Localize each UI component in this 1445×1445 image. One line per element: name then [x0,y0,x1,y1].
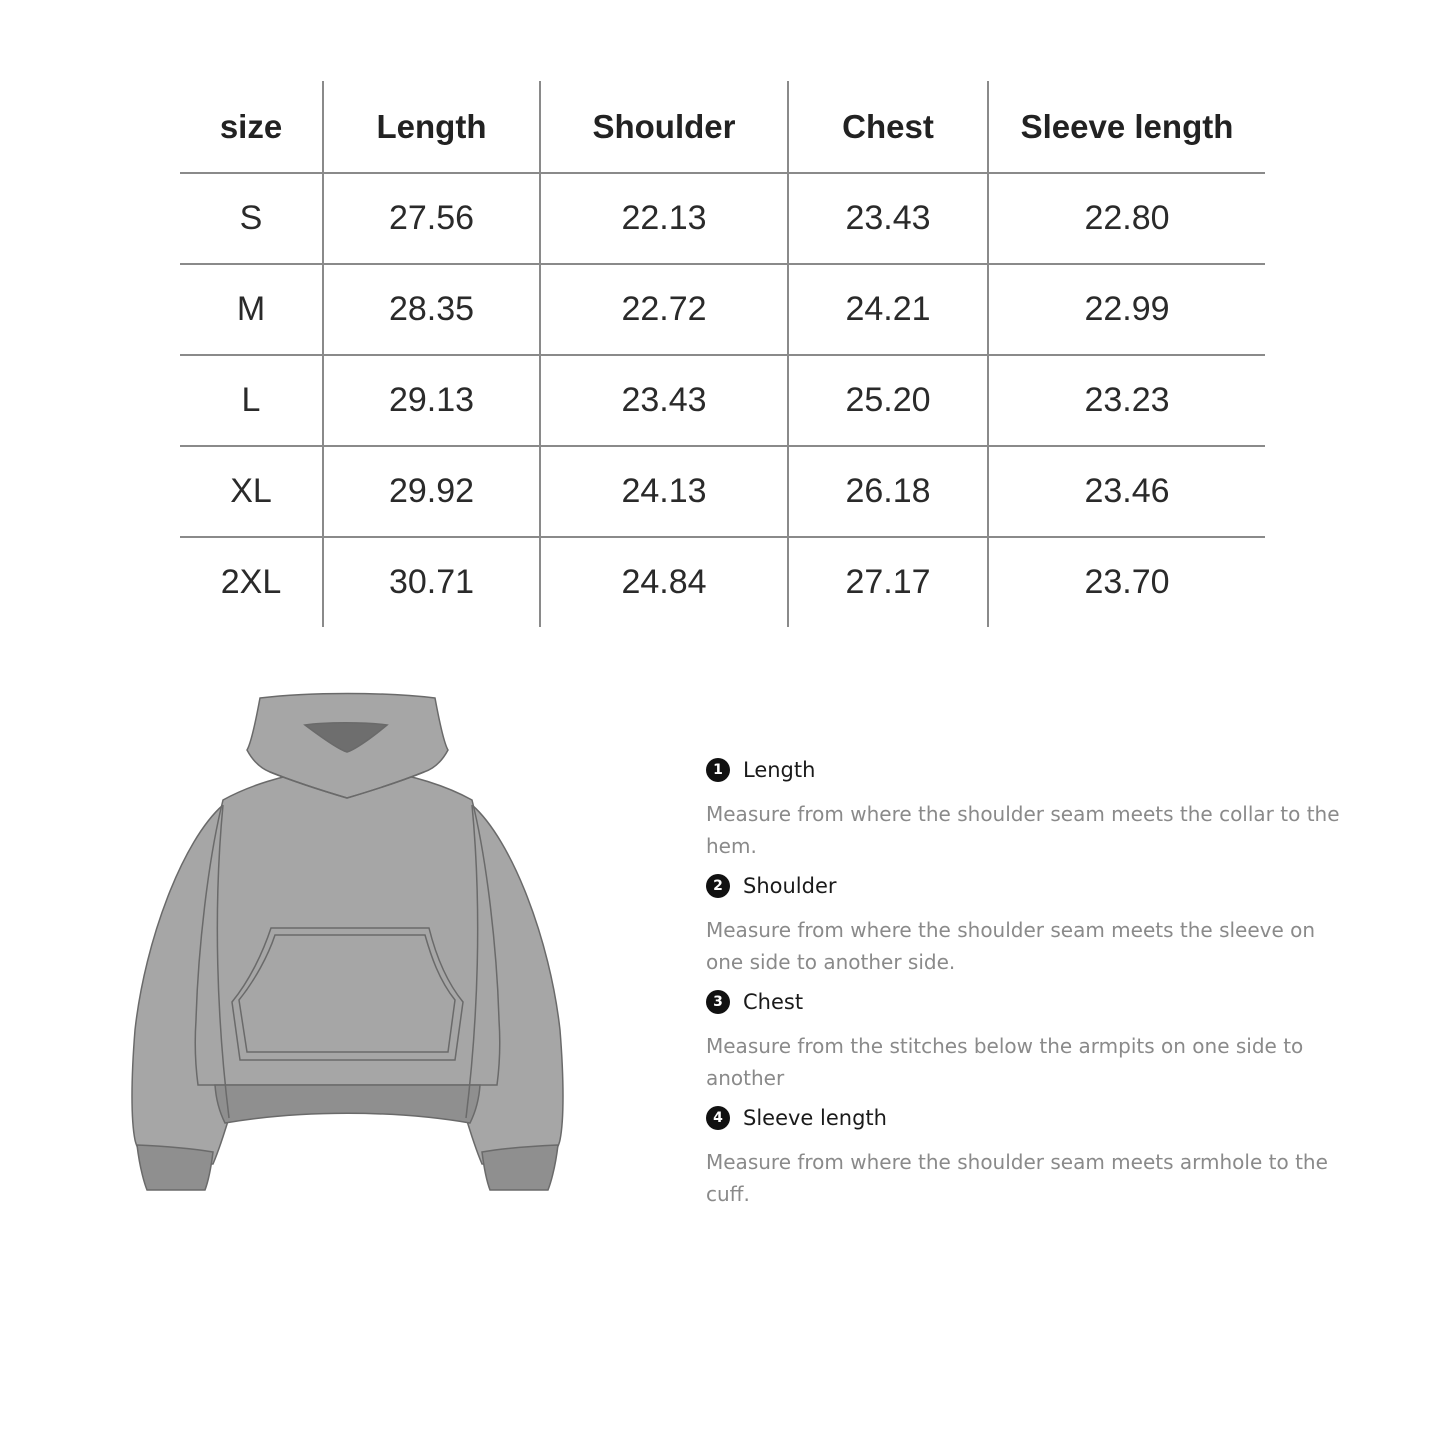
table-row [180,355,1265,446]
cell-length: 28.35 [323,264,540,355]
header-shoulder: Shoulder [540,81,788,173]
guide-description: Measure from where the shoulder seam meets armhole to the cuff. [706,1150,1328,1206]
measurement-guide [706,754,1356,1218]
cell-size: L [180,355,323,446]
cell-chest: 27.17 [788,537,988,627]
cell-shoulder: 24.84 [540,537,788,627]
guide-item-shoulder [706,870,1356,978]
header-sleeve-length: Sleeve length [988,81,1265,173]
cell-sleeve-length: 23.70 [988,537,1265,627]
number-badge-icon: 2 [706,874,730,898]
cell-length: 29.92 [323,446,540,537]
cell-size: XL [180,446,323,537]
guide-title: Chest [743,990,804,1014]
cell-chest: 23.43 [788,173,988,264]
guide-item-chest [706,986,1356,1094]
cell-sleeve-length: 23.23 [988,355,1265,446]
cell-shoulder: 24.13 [540,446,788,537]
table-row [180,537,1265,627]
cell-length: 29.13 [323,355,540,446]
cell-length: 30.71 [323,537,540,627]
cell-chest: 25.20 [788,355,988,446]
table-row [180,173,1265,264]
cell-size: M [180,264,323,355]
number-badge-icon: 4 [706,1106,730,1130]
guide-description: Measure from where the shoulder seam meets the sleeve on one side to another side. [706,918,1316,974]
cell-size: 2XL [220,563,282,601]
size-chart-table [180,81,1265,627]
number-badge-icon: 1 [706,758,730,782]
cell-chest: 24.21 [788,264,988,355]
guide-description: Measure from the stitches below the armpits on one side to another [706,1034,1304,1090]
right-cuff [482,1145,558,1190]
guide-item-length [706,754,1356,862]
guide-item-sleeve-length [706,1102,1356,1210]
guide-title: Length [743,758,816,782]
cell-sleeve-length: 23.46 [988,446,1265,537]
cell-sleeve-length: 22.80 [988,173,1265,264]
table-header-row [180,81,1265,173]
cell-chest: 26.18 [788,446,988,537]
header-length: Length [323,81,540,173]
cell-shoulder: 22.13 [540,173,788,264]
hem-rib [215,1085,480,1123]
guide-title: Sleeve length [743,1106,887,1130]
table-row [180,446,1265,537]
cell-size: S [180,173,323,264]
number-badge-icon: 3 [706,990,730,1014]
guide-description: Measure from where the shoulder seam meets the collar to the hem. [706,802,1340,858]
table-row [180,264,1265,355]
cell-sleeve-length: 22.99 [988,264,1265,355]
cell-shoulder: 22.72 [540,264,788,355]
header-size: size [180,81,323,173]
header-chest: Chest [788,81,988,173]
cell-shoulder: 23.43 [540,355,788,446]
left-cuff [137,1145,213,1190]
guide-title: Shoulder [743,874,837,898]
cell-length: 27.56 [323,173,540,264]
hoodie-icon [125,690,570,1200]
